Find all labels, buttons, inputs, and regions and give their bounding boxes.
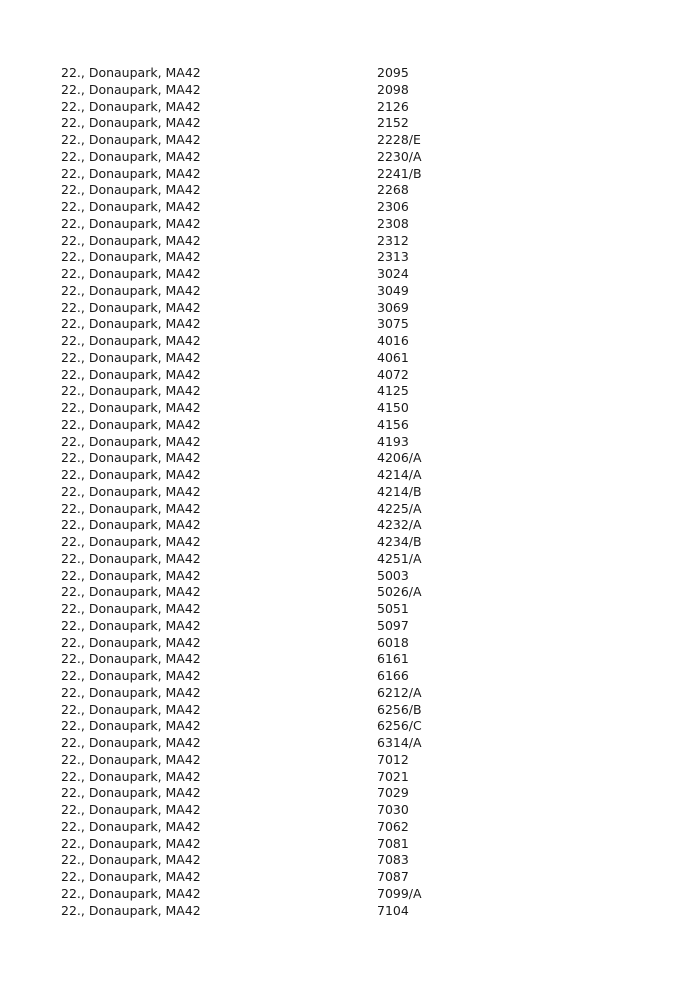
table-row	[61, 149, 521, 166]
location-cell: 22., Donaupark, MA42	[61, 115, 201, 131]
location-cell: 22., Donaupark, MA42	[61, 684, 201, 700]
location-cell: 22., Donaupark, MA42	[61, 467, 201, 482]
number-cell: 2268	[377, 182, 409, 198]
location-cell: 22., Donaupark, MA42	[61, 400, 201, 415]
location-cell: 22., Donaupark, MA42	[61, 751, 201, 767]
number-cell: 6256/B	[377, 701, 422, 717]
location-cell: 22., Donaupark, MA42	[61, 450, 201, 466]
number-cell: 3049	[377, 282, 409, 298]
location-cell: 22., Donaupark, MA42	[61, 433, 201, 449]
number-cell: 4251/A	[377, 550, 422, 566]
listing-table	[61, 65, 521, 919]
number-cell: 4156	[377, 416, 409, 432]
number-cell: 2230/A	[377, 148, 422, 164]
table-row	[61, 434, 521, 451]
table-row	[61, 467, 521, 484]
table-row	[61, 99, 521, 116]
location-cell: 22., Donaupark, MA42	[61, 132, 201, 147]
location-cell: 22., Donaupark, MA42	[61, 282, 201, 298]
table-row	[61, 82, 521, 99]
number-cell: 2095	[377, 65, 409, 80]
number-cell: 4125	[377, 383, 409, 399]
number-cell: 2306	[377, 199, 409, 214]
number-cell: 7099/A	[377, 885, 422, 901]
table-row	[61, 568, 521, 585]
table-row	[61, 869, 521, 886]
location-cell: 22., Donaupark, MA42	[61, 333, 201, 348]
table-row	[61, 852, 521, 869]
table-row	[61, 249, 521, 266]
table-row	[61, 785, 521, 802]
number-cell: 7104	[377, 902, 409, 918]
table-row	[61, 484, 521, 501]
location-cell: 22., Donaupark, MA42	[61, 718, 201, 734]
location-cell: 22., Donaupark, MA42	[61, 567, 201, 583]
number-cell: 2126	[377, 98, 409, 114]
location-cell: 22., Donaupark, MA42	[61, 366, 201, 382]
number-cell: 3024	[377, 266, 409, 281]
number-cell: 7012	[377, 751, 409, 767]
number-cell: 4232/A	[377, 517, 422, 533]
location-cell: 22., Donaupark, MA42	[61, 182, 201, 198]
location-cell: 22., Donaupark, MA42	[61, 215, 201, 231]
table-row	[61, 836, 521, 853]
number-cell: 7087	[377, 869, 409, 884]
location-cell: 22., Donaupark, MA42	[61, 601, 201, 616]
table-row	[61, 735, 521, 752]
table-row	[61, 668, 521, 685]
table-row	[61, 551, 521, 568]
table-row	[61, 233, 521, 250]
location-cell: 22., Donaupark, MA42	[61, 735, 201, 750]
location-cell: 22., Donaupark, MA42	[61, 584, 201, 600]
table-row	[61, 501, 521, 518]
number-cell: 7062	[377, 818, 409, 834]
location-cell: 22., Donaupark, MA42	[61, 869, 201, 884]
table-row	[61, 383, 521, 400]
number-cell: 6314/A	[377, 735, 422, 750]
location-cell: 22., Donaupark, MA42	[61, 885, 201, 901]
table-row	[61, 534, 521, 551]
table-row	[61, 584, 521, 601]
location-cell: 22., Donaupark, MA42	[61, 818, 201, 834]
number-cell: 3069	[377, 299, 409, 315]
number-cell: 7081	[377, 835, 409, 851]
location-cell: 22., Donaupark, MA42	[61, 249, 201, 265]
table-row	[61, 718, 521, 735]
location-cell: 22., Donaupark, MA42	[61, 634, 201, 650]
table-row	[61, 417, 521, 434]
location-cell: 22., Donaupark, MA42	[61, 81, 201, 97]
location-cell: 22., Donaupark, MA42	[61, 148, 201, 164]
table-row	[61, 517, 521, 534]
number-cell: 5097	[377, 617, 409, 633]
location-cell: 22., Donaupark, MA42	[61, 316, 201, 332]
number-cell: 6256/C	[377, 718, 422, 734]
number-cell: 6212/A	[377, 684, 422, 700]
number-cell: 6018	[377, 634, 409, 650]
table-row	[61, 635, 521, 652]
table-row	[61, 702, 521, 719]
table-row	[61, 266, 521, 283]
table-row	[61, 400, 521, 417]
number-cell: 4206/A	[377, 450, 422, 466]
number-cell: 2312	[377, 232, 409, 248]
location-cell: 22., Donaupark, MA42	[61, 232, 201, 248]
location-cell: 22., Donaupark, MA42	[61, 65, 201, 80]
table-row	[61, 283, 521, 300]
location-cell: 22., Donaupark, MA42	[61, 835, 201, 851]
location-cell: 22., Donaupark, MA42	[61, 266, 201, 281]
number-cell: 7083	[377, 852, 409, 868]
number-cell: 4150	[377, 400, 409, 415]
number-cell: 4061	[377, 349, 409, 365]
table-row	[61, 115, 521, 132]
location-cell: 22., Donaupark, MA42	[61, 483, 201, 499]
table-row	[61, 685, 521, 702]
table-row	[61, 65, 521, 82]
location-cell: 22., Donaupark, MA42	[61, 383, 201, 399]
location-cell: 22., Donaupark, MA42	[61, 500, 201, 516]
number-cell: 5003	[377, 567, 409, 583]
table-row	[61, 350, 521, 367]
location-cell: 22., Donaupark, MA42	[61, 768, 201, 784]
location-cell: 22., Donaupark, MA42	[61, 534, 201, 549]
number-cell: 6161	[377, 651, 409, 667]
number-cell: 5026/A	[377, 584, 422, 600]
location-cell: 22., Donaupark, MA42	[61, 165, 201, 181]
location-cell: 22., Donaupark, MA42	[61, 668, 201, 683]
number-cell: 2098	[377, 81, 409, 97]
table-row	[61, 450, 521, 467]
location-cell: 22., Donaupark, MA42	[61, 199, 201, 214]
location-cell: 22., Donaupark, MA42	[61, 98, 201, 114]
number-cell: 4072	[377, 366, 409, 382]
location-cell: 22., Donaupark, MA42	[61, 902, 201, 918]
table-row	[61, 367, 521, 384]
table-row	[61, 886, 521, 903]
number-cell: 2228/E	[377, 132, 421, 147]
location-cell: 22., Donaupark, MA42	[61, 701, 201, 717]
table-row	[61, 182, 521, 199]
number-cell: 4016	[377, 333, 409, 348]
number-cell: 7021	[377, 768, 409, 784]
table-row	[61, 132, 521, 149]
location-cell: 22., Donaupark, MA42	[61, 517, 201, 533]
number-cell: 2152	[377, 115, 409, 131]
location-cell: 22., Donaupark, MA42	[61, 852, 201, 868]
location-cell: 22., Donaupark, MA42	[61, 785, 201, 801]
number-cell: 5051	[377, 601, 409, 616]
number-cell: 4225/A	[377, 500, 422, 516]
table-row	[61, 802, 521, 819]
number-cell: 2308	[377, 215, 409, 231]
number-cell: 7029	[377, 785, 409, 801]
table-row	[61, 618, 521, 635]
number-cell: 4234/B	[377, 534, 422, 549]
table-row	[61, 199, 521, 216]
location-cell: 22., Donaupark, MA42	[61, 651, 201, 667]
number-cell: 4214/A	[377, 467, 422, 482]
location-cell: 22., Donaupark, MA42	[61, 802, 201, 817]
number-cell: 6166	[377, 668, 409, 683]
location-cell: 22., Donaupark, MA42	[61, 617, 201, 633]
location-cell: 22., Donaupark, MA42	[61, 416, 201, 432]
table-row	[61, 903, 521, 920]
location-cell: 22., Donaupark, MA42	[61, 299, 201, 315]
number-cell: 4193	[377, 433, 409, 449]
table-row	[61, 333, 521, 350]
table-row	[61, 601, 521, 618]
table-row	[61, 166, 521, 183]
number-cell: 7030	[377, 802, 409, 817]
number-cell: 4214/B	[377, 483, 422, 499]
location-cell: 22., Donaupark, MA42	[61, 550, 201, 566]
table-row	[61, 769, 521, 786]
table-row	[61, 819, 521, 836]
table-row	[61, 752, 521, 769]
number-cell: 2313	[377, 249, 409, 265]
location-cell: 22., Donaupark, MA42	[61, 349, 201, 365]
table-row	[61, 316, 521, 333]
number-cell: 3075	[377, 316, 409, 332]
table-row	[61, 300, 521, 317]
table-row	[61, 216, 521, 233]
table-row	[61, 651, 521, 668]
number-cell: 2241/B	[377, 165, 422, 181]
